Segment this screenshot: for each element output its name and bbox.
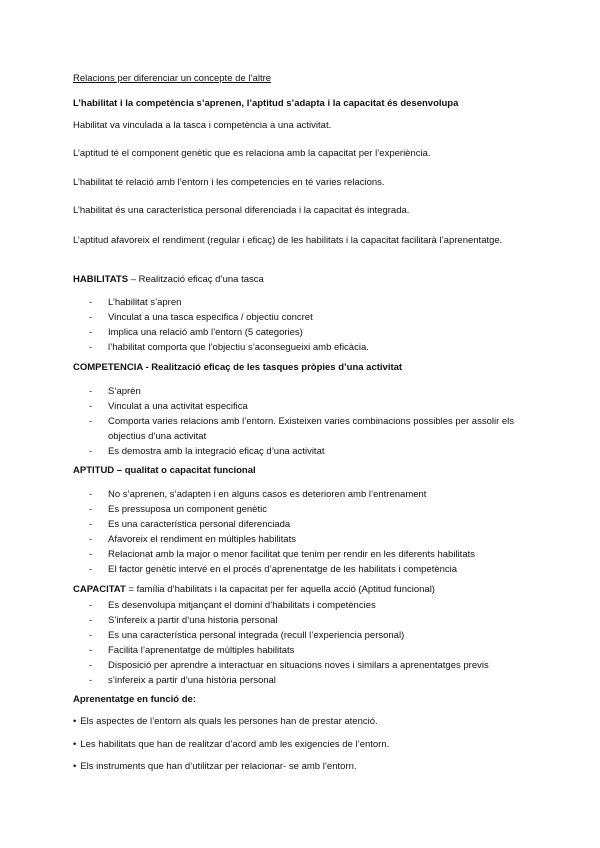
paragraph-4: L’habilitat és una característica personal diferenciada i la capacitat és integrada. [73,205,410,216]
capacitat-heading [73,584,435,596]
capacitat-label: CAPACITAT [73,584,126,595]
list-item: - Vinculat a una tasca especifica / objectiu concret [73,310,533,325]
list-item [73,739,389,751]
capacitat-list [73,598,533,688]
list-item: - L’habilitat s’apren [73,295,533,310]
competencia-label: COMPETENCIA [73,362,143,373]
list-item [73,761,357,773]
list-item: - S’infereix a partir d’una historia personal [73,613,533,628]
habilitats-list [73,295,533,355]
list-item: - El factor genètic intervé en el procés d’aprenentatge de les habilitats i competència [73,562,533,577]
list-item: - S’aprèn [73,384,533,399]
capacitat-desc: = família d’habilitats i la capacitat per fer aquella acció (Aptitud funcional) [125,584,435,595]
list-item-text: Els aspectes de l’entorn als quals les persones han de prestar atenció. [80,716,378,727]
list-item: - Vinculat a una activitat especifica [73,399,533,414]
list-item: - Es una característica personal integrada (recull l’experiencia personal) [73,628,533,643]
paragraph-5: L’aptitud afavoreix el rendiment (regular i eficaç) de les habilitats i la capacitat facilitarà l’aprenentatge. [73,235,503,246]
aptitud-desc: – qualitat o capacitat funcional [114,465,256,476]
aprenentatge-heading: Aprenentatge en funció de: [73,694,196,705]
competencia-desc: - Realització eficaç de les tasques pròpies d’una activitat [142,362,403,373]
list-item: - Disposició per aprendre a interactuar en situacions noves i similars a aprenentatges previs [73,658,533,673]
competencia-list [73,384,533,459]
competencia-heading [73,362,402,374]
bullet-icon: • [73,739,77,750]
list-item: - Es desenvolupa mitjançant el domini d’habilitats i competències [73,598,533,613]
list-item-text: Els instruments que han d’utilitzar per relacionar- se amb l’entorn. [80,761,357,772]
bullet-icon: • [73,716,77,727]
list-item: - s’infereix a partir d’una història personal [73,673,533,688]
paragraph-2: L’aptitud té el component genètic que es relaciona amb la capacitat per l’experiència. [73,148,431,159]
list-item: - Comporta varies relacions amb l’entorn. Existeixen varies combinacions possibles per assolir els objectius d’una activitat [73,414,533,444]
list-item: - Es demostra amb la integració eficaç d’una activitat [73,444,533,459]
list-item: - Relacionat amb la major o menor facilitat que tenim per rendir en les diferents habilitats [73,547,533,562]
habilitats-desc: – Realització eficaç d’una tasca [128,274,264,285]
aptitud-list [73,487,533,577]
habilitats-label: HABILITATS [73,274,129,285]
section-heading: L’habilitat i la competència s’aprenen, l’aptitud s’adapta i la capacitat és desenvolupa [73,98,459,109]
list-item: - Implica una relació amb l’entorn (5 categories) [73,325,533,340]
list-item: - Es pressuposa un component genètic [73,502,533,517]
list-item: - Afavoreix el rendiment en múltiples habilitats [73,532,533,547]
habilitats-heading [73,274,264,286]
paragraph-3: L’habilitat té relació amb l’entorn i les competencies en té varies relacions. [73,177,385,188]
bullet-icon: • [73,761,77,772]
aptitud-label: APTITUD [73,465,115,476]
list-item: - No s’aprenen, s’adapten i en alguns casos es deterioren amb l’entrenament [73,487,533,502]
paragraph-1: Habilitat va vinculada a la tasca i competència a una activitat. [73,120,332,131]
list-item: - l’habilitat comporta que l’objectiu s’aconsegueixi amb eficàcia. [73,340,533,355]
aptitud-heading [73,465,256,477]
list-item [73,716,378,728]
list-item: - Es una característica personal diferenciada [73,517,533,532]
list-item-text: Les habilitats que han de realitzar d’acord amb les exigencies de l’entorn. [80,739,390,750]
document-title: Relacions per diferenciar un concepte de l’altre [73,73,272,84]
list-item: - Facilita l’aprenentatge de múltiples habilitats [73,643,533,658]
